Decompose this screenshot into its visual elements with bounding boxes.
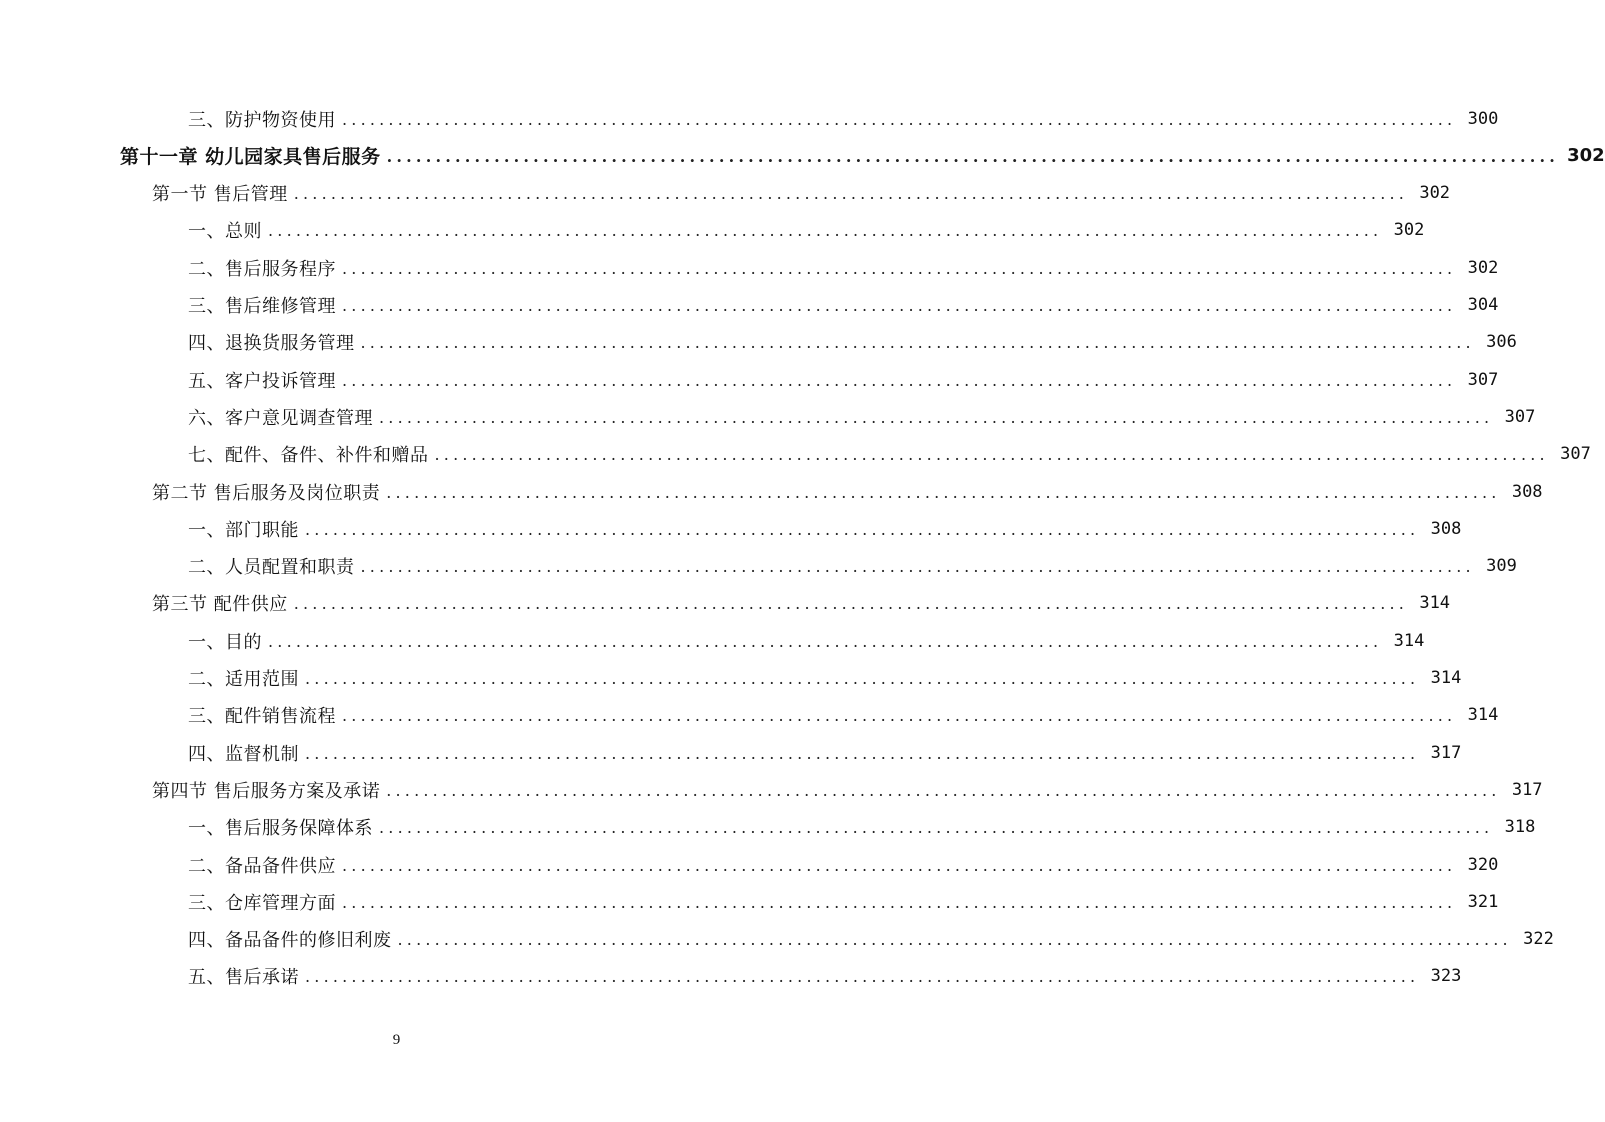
dot-leader: ........................................................................................................................ [434, 445, 1549, 465]
toc-entry-item[interactable] [188, 921, 1554, 958]
toc-entry-page: 302 [1393, 220, 1425, 241]
toc-entry-page: 317 [1511, 779, 1543, 800]
toc-entry-label: 第一节 售后管理 [152, 184, 288, 206]
toc-entry-page: 302 [1467, 257, 1499, 278]
toc-entry-section[interactable] [152, 585, 1451, 622]
toc-entry-label: 一、目的 [188, 631, 262, 653]
toc-entry-item[interactable] [188, 212, 1425, 249]
dot-leader: ........................................................................................................................ [305, 743, 1420, 763]
dot-leader: ........................................................................................................................ [342, 706, 1457, 726]
toc-entry-item[interactable] [188, 249, 1499, 286]
toc-entry-label: 第十一章 幼儿园家具售后服务 [120, 146, 381, 169]
toc-entry-page: 314 [1419, 593, 1451, 614]
toc-entry-page: 307 [1467, 369, 1499, 390]
page-number: 9 [392, 1032, 401, 1048]
toc-entry-page: 304 [1467, 295, 1499, 315]
toc-entry-label: 四、退换货服务管理 [188, 333, 355, 355]
toc-entry-item[interactable] [188, 734, 1462, 771]
toc-entry-label: 三、仓库管理方面 [188, 892, 336, 914]
toc-entry-label: 一、部门职能 [188, 519, 299, 541]
toc-entry-label: 一、总则 [188, 221, 262, 243]
dot-leader: ........................................................................................................................ [360, 333, 1475, 353]
toc-entry-item[interactable] [188, 436, 1591, 473]
dot-leader: ........................................................................................................................ [342, 892, 1457, 912]
toc-entry-page: 314 [1393, 630, 1425, 651]
toc-entry-item[interactable] [188, 361, 1499, 398]
dot-leader: ........................................................................................................................ [305, 669, 1420, 688]
toc-entry-label: 七、配件、备件、补件和赠品 [188, 445, 429, 467]
dot-leader: ........................................................................................................................ [397, 930, 1512, 950]
dot-leader: ........................................................................................................................ [386, 146, 1560, 166]
toc-entry-item[interactable] [188, 100, 1499, 137]
toc-entry-item[interactable] [188, 287, 1499, 324]
dot-leader: ........................................................................................................................ [360, 557, 1475, 577]
toc-entry-label: 第四节 售后服务方案及承诺 [152, 780, 381, 802]
toc-entry-label: 三、售后维修管理 [188, 296, 336, 317]
dot-leader: ........................................................................................................................ [342, 296, 1457, 315]
dot-leader: ........................................................................................................................ [342, 109, 1457, 129]
toc-entry-label: 二、售后服务程序 [188, 258, 336, 280]
dot-leader: ........................................................................................................................ [342, 258, 1457, 278]
toc-entry-page: 317 [1430, 742, 1462, 763]
dot-leader: ........................................................................................................................ [379, 818, 1494, 838]
toc-entry-section[interactable] [152, 473, 1543, 510]
toc-entry-label: 三、配件销售流程 [188, 706, 336, 728]
toc-entry-item[interactable] [188, 660, 1462, 697]
toc-entry-page: 309 [1486, 556, 1517, 577]
toc-entry-item[interactable] [188, 398, 1536, 435]
dot-leader: ........................................................................................................................ [342, 370, 1457, 390]
toc-entry-label: 二、适用范围 [188, 669, 299, 690]
toc-entry-label: 二、备品备件供应 [188, 855, 336, 877]
toc-entry-item[interactable] [188, 510, 1462, 547]
dot-leader: ........................................................................................................................ [379, 407, 1494, 427]
dot-leader: ........................................................................................................................ [268, 221, 1383, 241]
toc-entry-page: 314 [1430, 668, 1462, 688]
toc-entry-page: 321 [1467, 891, 1499, 912]
toc-entry-chapter[interactable] [120, 137, 1605, 174]
toc-entry-page: 307 [1560, 444, 1591, 465]
toc-entry-item[interactable] [188, 809, 1536, 846]
dot-leader: ........................................................................................................................ [293, 184, 1409, 204]
toc-entry-label: 四、监督机制 [188, 743, 299, 765]
toc-entry-item[interactable] [188, 324, 1517, 361]
toc-entry-label: 五、客户投诉管理 [188, 370, 336, 392]
toc-entry-item[interactable] [188, 883, 1499, 920]
toc-entry-page: 302 [1567, 145, 1605, 167]
dot-leader: ........................................................................................................................ [305, 967, 1420, 987]
toc-entry-page: 302 [1419, 183, 1451, 204]
toc-entry-label: 六、客户意见调查管理 [188, 407, 373, 429]
toc-entry-item[interactable] [188, 846, 1499, 883]
toc-entry-page: 307 [1504, 406, 1536, 427]
toc-entry-item[interactable] [188, 697, 1499, 734]
dot-leader: ........................................................................................................................ [293, 594, 1409, 614]
toc-entry-page: 318 [1504, 817, 1536, 838]
dot-leader: ........................................................................................................................ [305, 519, 1420, 539]
toc-entry-label: 一、售后服务保障体系 [188, 818, 373, 840]
toc-entry-page: 306 [1486, 332, 1517, 353]
dot-leader: ........................................................................................................................ [386, 780, 1501, 800]
dot-leader: ........................................................................................................................ [342, 855, 1457, 875]
toc-entry-label: 第二节 售后服务及岗位职责 [152, 482, 381, 504]
toc-entry-section[interactable] [152, 771, 1543, 808]
dot-leader: ........................................................................................................................ [386, 482, 1501, 502]
toc-entry-page: 323 [1430, 966, 1462, 987]
toc-entry-label: 第三节 配件供应 [152, 594, 288, 616]
toc-entry-label: 四、备品备件的修旧利废 [188, 930, 392, 952]
toc-entry-label: 五、售后承诺 [188, 967, 299, 989]
toc-entry-item[interactable] [188, 958, 1462, 995]
toc-entry-page: 300 [1467, 108, 1499, 129]
dot-leader: ........................................................................................................................ [268, 631, 1383, 651]
toc-entry-page: 308 [1511, 481, 1543, 502]
toc-entry-page: 320 [1467, 854, 1499, 875]
toc-entry-page: 308 [1430, 518, 1462, 539]
toc-entry-item[interactable] [188, 548, 1517, 585]
toc-entry-page: 314 [1467, 705, 1499, 726]
toc-entry-item[interactable] [188, 622, 1425, 659]
toc-entry-section[interactable] [152, 175, 1451, 212]
toc-entry-label: 三、防护物资使用 [188, 109, 336, 131]
toc-entry-page: 322 [1523, 929, 1554, 950]
toc-entry-label: 二、人员配置和职责 [188, 557, 355, 579]
